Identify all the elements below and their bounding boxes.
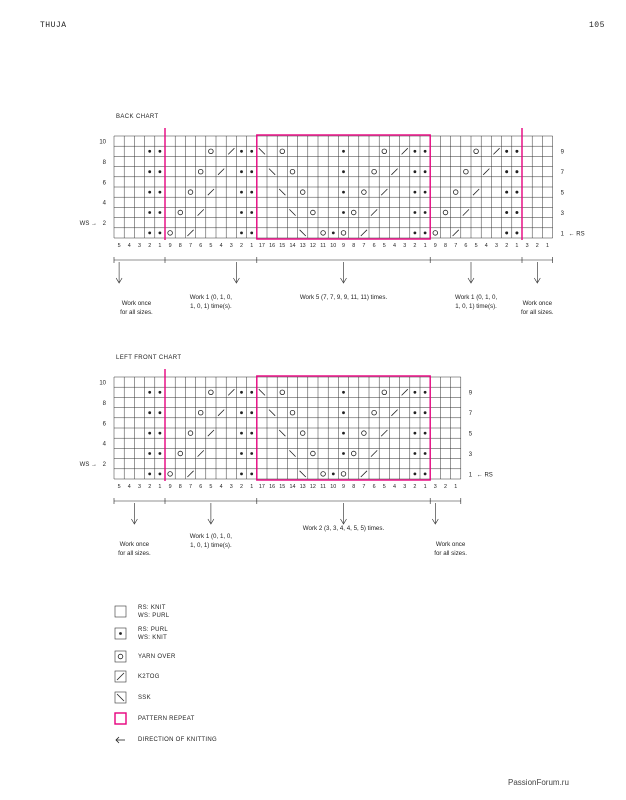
column-number: 10 — [330, 484, 337, 490]
column-number: 1 — [546, 243, 549, 249]
purl-mark — [159, 473, 162, 476]
k2tog-mark — [187, 471, 193, 477]
yarn-over-mark — [290, 410, 295, 415]
ssk-mark — [300, 230, 306, 236]
k2tog-mark — [381, 430, 387, 436]
k2tog-mark — [198, 209, 204, 215]
purl-mark — [240, 411, 243, 414]
purl-mark — [505, 211, 508, 214]
column-number: 7 — [454, 243, 458, 249]
section-note: 1, 0, 1) time(s). — [190, 542, 232, 549]
k2tog-mark — [228, 148, 234, 154]
row-label-left: 8 — [102, 400, 106, 407]
purl-mark — [240, 452, 243, 455]
column-number: 13 — [299, 484, 306, 490]
column-number: 12 — [309, 484, 316, 490]
yarn-over-mark — [300, 431, 305, 436]
purl-mark — [505, 150, 508, 153]
section-note: Work once — [435, 541, 466, 548]
k2tog-mark — [402, 389, 408, 395]
rs-label: ← RS — [476, 472, 493, 479]
k2tog-icon — [115, 671, 126, 682]
yarn-over-mark — [362, 190, 367, 195]
column-number: 2 — [240, 243, 243, 249]
yarn-over-mark — [280, 149, 285, 154]
purl-mark — [424, 411, 427, 414]
purl-mark — [332, 473, 335, 476]
k2tog-mark — [198, 450, 204, 456]
k2tog-mark — [361, 230, 367, 236]
yarn-over-mark — [118, 654, 123, 659]
purl-mark — [516, 170, 519, 173]
legend-label: K2TOG — [138, 674, 160, 680]
column-number: 4 — [127, 484, 131, 490]
column-number: 2 — [535, 243, 539, 249]
purl-mark — [240, 150, 243, 153]
column-number: 5 — [474, 243, 478, 249]
purl-mark — [148, 411, 151, 414]
purl-mark — [342, 452, 345, 455]
purl-mark — [159, 211, 162, 214]
section-note: for all sizes. — [118, 550, 151, 557]
column-number: 7 — [189, 484, 192, 490]
purl-mark — [159, 170, 162, 173]
k2tog-mark — [117, 673, 124, 680]
column-number: 3 — [403, 243, 407, 249]
row-label-left: 2 — [102, 462, 106, 469]
yarn-over-mark — [351, 451, 356, 456]
purl-mark — [342, 391, 345, 394]
k2tog-mark — [371, 209, 377, 215]
column-number: 3 — [229, 484, 233, 490]
k2tog-mark — [493, 148, 499, 154]
purl-mark — [414, 391, 417, 394]
yarn-over-mark — [209, 390, 214, 395]
purl-mark — [159, 232, 162, 235]
row-label-right: 9 — [468, 390, 473, 397]
section-note: Work 1 (0, 1, 0, — [189, 294, 232, 301]
purl-mark — [342, 150, 345, 153]
ssk-mark — [289, 209, 295, 215]
column-number: 7 — [362, 484, 366, 490]
row-label-right: 1 — [468, 472, 473, 479]
rs-label: ← RS — [568, 231, 585, 238]
yarn-over-mark — [198, 169, 203, 174]
purl-mark — [424, 170, 427, 173]
purl-mark — [342, 170, 345, 173]
row-label-right: 3 — [560, 210, 564, 217]
yarn-over-mark — [178, 451, 183, 456]
yarn-over-mark — [464, 169, 469, 174]
ssk-mark — [300, 471, 306, 477]
yarn-over-mark — [382, 149, 387, 154]
row-label-right: 9 — [560, 149, 564, 156]
purl-mark — [159, 191, 162, 194]
ws-label: WS → — [79, 462, 97, 469]
column-number: 9 — [342, 243, 345, 249]
k2tog-mark — [402, 148, 408, 154]
yarn-over-mark — [443, 210, 448, 215]
row-label-right: 1 — [560, 231, 564, 238]
yarn-over-mark — [198, 410, 203, 415]
purl-mark — [148, 391, 151, 394]
purl-mark — [240, 391, 243, 394]
page-number: 105 — [589, 21, 605, 30]
purl-mark — [250, 473, 253, 476]
purl-mark — [424, 191, 427, 194]
row-label-left: 6 — [102, 421, 106, 428]
column-number: 6 — [199, 484, 203, 490]
legend-label: RS: PURL WS: KNIT — [138, 627, 169, 641]
purl-mark — [332, 232, 335, 235]
purl-mark — [250, 170, 253, 173]
row-label-right: 3 — [468, 451, 473, 458]
purl-mark — [424, 211, 427, 214]
column-number: 5 — [382, 243, 386, 249]
purl-mark — [159, 452, 162, 455]
purl-mark — [516, 191, 519, 194]
column-number: 3 — [138, 243, 141, 249]
yarn-over-mark — [168, 231, 173, 236]
yarn-over-mark — [362, 431, 367, 436]
row-label-right: 7 — [468, 411, 473, 418]
ssk-mark — [279, 430, 285, 436]
column-number: 8 — [444, 243, 447, 249]
row-label-left: 6 — [102, 180, 106, 187]
purl-mark — [342, 411, 345, 414]
column-number: 9 — [168, 243, 172, 249]
column-number: 17 — [258, 243, 265, 249]
purl-mark — [516, 150, 519, 153]
yarn-over-mark — [321, 472, 326, 477]
legend-label: RS: KNIT WS: PURL — [138, 605, 170, 619]
purl-mark — [250, 391, 253, 394]
yarn-over-mark — [474, 149, 479, 154]
column-number: 3 — [138, 484, 141, 490]
column-number: 11 — [320, 243, 326, 249]
column-number: 1 — [250, 243, 254, 249]
yarn-over-mark — [382, 390, 387, 395]
purl-mark — [424, 473, 427, 476]
column-number: 2 — [505, 243, 509, 249]
k2tog-mark — [453, 230, 459, 236]
purl-mark — [342, 432, 345, 435]
yarn-over-mark — [311, 451, 316, 456]
purl-mark — [505, 170, 508, 173]
column-number: 5 — [117, 243, 121, 249]
column-number: 6 — [199, 243, 203, 249]
column-number: 3 — [495, 243, 498, 249]
purl-mark — [148, 150, 151, 153]
section-note: Work once — [119, 541, 150, 548]
purl-mark — [414, 473, 417, 476]
column-number: 17 — [258, 484, 265, 490]
purl-mark — [414, 411, 417, 414]
purl-mark — [250, 411, 253, 414]
yarn-over-mark — [280, 390, 285, 395]
ssk-mark — [269, 169, 275, 175]
column-number: 2 — [148, 243, 152, 249]
column-number: 4 — [393, 484, 396, 490]
column-number: 16 — [269, 484, 276, 490]
column-number: 1 — [158, 243, 162, 249]
column-number: 7 — [189, 243, 192, 249]
yarn-over-mark — [341, 472, 346, 477]
column-number: 3 — [433, 484, 437, 490]
column-number: 4 — [484, 243, 488, 249]
column-number: 2 — [444, 484, 447, 490]
k2tog-mark — [187, 230, 193, 236]
column-number: 6 — [372, 243, 376, 249]
column-number: 4 — [127, 243, 131, 249]
column-number: 6 — [464, 243, 468, 249]
legend-label: SSK — [138, 695, 151, 701]
legend-symbols — [110, 600, 140, 760]
section-note: Work 5 (7, 7, 9, 9, 11, 11) times. — [299, 294, 388, 301]
column-number: 16 — [269, 243, 276, 249]
column-number: 1 — [515, 243, 519, 249]
purl-mark — [505, 191, 508, 194]
purl-mark — [250, 232, 253, 235]
column-number: 3 — [403, 484, 407, 490]
direction-arrow-icon — [116, 737, 125, 743]
purl-mark — [148, 432, 151, 435]
column-number: 2 — [148, 484, 152, 490]
yarn-over-mark — [372, 169, 377, 174]
column-number: 15 — [279, 484, 286, 490]
purl-mark — [148, 473, 151, 476]
purl-mark — [250, 150, 253, 153]
purl-mark — [505, 232, 508, 235]
purl-mark — [342, 211, 345, 214]
yarn-over-mark — [321, 231, 326, 236]
yarn-over-mark — [209, 149, 214, 154]
column-number: 8 — [352, 484, 356, 490]
legend-label: PATTERN REPEAT — [138, 716, 195, 722]
k2tog-mark — [218, 410, 224, 416]
yarn-over-mark — [300, 190, 305, 195]
section-note: Work 2 (3, 3, 4, 4, 5, 5) times. — [302, 525, 385, 532]
column-number: 10 — [330, 243, 337, 249]
k2tog-mark — [391, 169, 397, 175]
book-title: THUJA — [40, 21, 67, 30]
pattern-repeat-icon — [115, 713, 126, 724]
column-number: 1 — [423, 243, 427, 249]
column-number: 1 — [158, 484, 162, 490]
yarn-over-mark — [433, 231, 438, 236]
purl-mark — [148, 211, 151, 214]
purl-mark — [148, 191, 151, 194]
purl-mark — [516, 232, 519, 235]
k2tog-mark — [463, 209, 469, 215]
column-number: 1 — [454, 484, 458, 490]
purl-mark — [240, 211, 243, 214]
purl-mark — [159, 150, 162, 153]
purl-mark — [414, 191, 417, 194]
k2tog-mark — [483, 169, 489, 175]
yarn-over-mark — [290, 169, 295, 174]
back-chart-title: BACK CHART — [116, 114, 159, 120]
yarn-over-mark — [372, 410, 377, 415]
column-number: 13 — [299, 243, 306, 249]
yarn-over-mark — [341, 231, 346, 236]
row-label-left: 4 — [102, 441, 106, 448]
yarn-over-mark — [178, 210, 183, 215]
column-number: 8 — [178, 243, 182, 249]
section-note: Work 1 (0, 1, 0, — [189, 533, 232, 540]
k2tog-mark — [473, 189, 479, 195]
purl-mark — [414, 150, 417, 153]
purl-mark — [148, 232, 151, 235]
column-number: 5 — [209, 484, 213, 490]
purl-mark — [240, 432, 243, 435]
k2tog-mark — [208, 430, 214, 436]
legend-label: YARN OVER — [138, 654, 176, 660]
purl-mark — [240, 170, 243, 173]
column-number: 2 — [413, 243, 417, 249]
purl-mark — [414, 452, 417, 455]
row-label-left: 2 — [102, 221, 106, 228]
section-note: Work once — [121, 300, 152, 307]
section-note: 1, 0, 1) time(s). — [190, 303, 232, 310]
purl-mark — [250, 432, 253, 435]
purl-mark — [414, 170, 417, 173]
row-label-left: 4 — [102, 200, 106, 207]
column-number: 1 — [423, 484, 427, 490]
column-number: 3 — [229, 243, 233, 249]
ws-label: WS → — [79, 221, 97, 228]
section-note: Work 1 (0, 1, 0, — [455, 294, 498, 301]
k2tog-mark — [218, 169, 224, 175]
purl-mark — [424, 232, 427, 235]
section-note: Work once — [522, 300, 553, 307]
left-front-chart — [0, 366, 626, 571]
ssk-mark — [259, 148, 265, 154]
purl-mark — [148, 452, 151, 455]
column-number: 5 — [382, 484, 386, 490]
purl-mark — [414, 211, 417, 214]
row-label-right: 7 — [560, 170, 564, 177]
section-note: for all sizes. — [120, 309, 153, 316]
column-number: 12 — [309, 243, 316, 249]
purl-icon — [115, 628, 126, 639]
column-number: 15 — [279, 243, 286, 249]
column-number: 11 — [320, 484, 326, 490]
section-note: 1, 0, 1) time(s). — [455, 303, 497, 310]
ssk-icon — [115, 692, 126, 703]
column-number: 9 — [342, 484, 345, 490]
ssk-mark — [117, 694, 124, 701]
column-number: 8 — [178, 484, 182, 490]
row-label-left: 8 — [102, 159, 106, 166]
column-number: 9 — [433, 243, 437, 249]
column-number: 3 — [525, 243, 529, 249]
column-number: 2 — [240, 484, 243, 490]
k2tog-mark — [361, 471, 367, 477]
column-number: 4 — [219, 243, 223, 249]
yarn-over-icon — [115, 651, 126, 662]
row-label-right: 5 — [560, 190, 564, 197]
purl-mark — [414, 432, 417, 435]
column-number: 9 — [168, 484, 172, 490]
back-chart — [0, 125, 626, 330]
purl-mark — [414, 232, 417, 235]
purl-mark — [250, 211, 253, 214]
purl-mark — [159, 411, 162, 414]
purl-mark — [240, 191, 243, 194]
row-label-left: 10 — [99, 139, 106, 146]
purl-mark — [240, 232, 243, 235]
column-number: 2 — [413, 484, 417, 490]
column-number: 4 — [219, 484, 223, 490]
purl-mark — [424, 391, 427, 394]
k2tog-mark — [391, 410, 397, 416]
column-number: 5 — [117, 484, 121, 490]
section-note: for all sizes. — [520, 309, 554, 316]
legend-label: DIRECTION OF KNITTING — [138, 737, 217, 743]
purl-mark — [250, 191, 253, 194]
yarn-over-mark — [188, 190, 193, 195]
row-label-right: 5 — [468, 431, 473, 438]
k2tog-mark — [228, 389, 234, 395]
column-number: 1 — [250, 484, 254, 490]
ssk-mark — [269, 410, 275, 416]
purl-mark — [159, 391, 162, 394]
knit-icon — [115, 606, 126, 617]
k2tog-mark — [371, 450, 377, 456]
ssk-mark — [289, 450, 295, 456]
yarn-over-mark — [188, 431, 193, 436]
column-number: 6 — [372, 484, 376, 490]
purl-mark — [424, 452, 427, 455]
column-number: 14 — [289, 243, 296, 249]
purl-mark — [424, 432, 427, 435]
section-note: for all sizes. — [434, 550, 467, 557]
purl-mark — [424, 150, 427, 153]
purl-mark — [240, 473, 243, 476]
ssk-mark — [259, 389, 265, 395]
purl-mark — [119, 632, 122, 635]
column-number: 4 — [393, 243, 396, 249]
purl-mark — [516, 211, 519, 214]
purl-mark — [250, 452, 253, 455]
left-front-chart-title: LEFT FRONT CHART — [116, 355, 182, 361]
yarn-over-mark — [453, 190, 458, 195]
ssk-mark — [279, 189, 285, 195]
row-label-left: 10 — [99, 380, 106, 387]
yarn-over-mark — [311, 210, 316, 215]
k2tog-mark — [381, 189, 387, 195]
yarn-over-mark — [168, 472, 173, 477]
purl-mark — [342, 191, 345, 194]
column-number: 7 — [362, 243, 366, 249]
k2tog-mark — [208, 189, 214, 195]
purl-mark — [148, 170, 151, 173]
column-number: 14 — [289, 484, 296, 490]
column-number: 5 — [209, 243, 213, 249]
column-number: 8 — [352, 243, 356, 249]
yarn-over-mark — [351, 210, 356, 215]
purl-mark — [159, 432, 162, 435]
watermark: PassionForum.ru — [508, 778, 569, 787]
